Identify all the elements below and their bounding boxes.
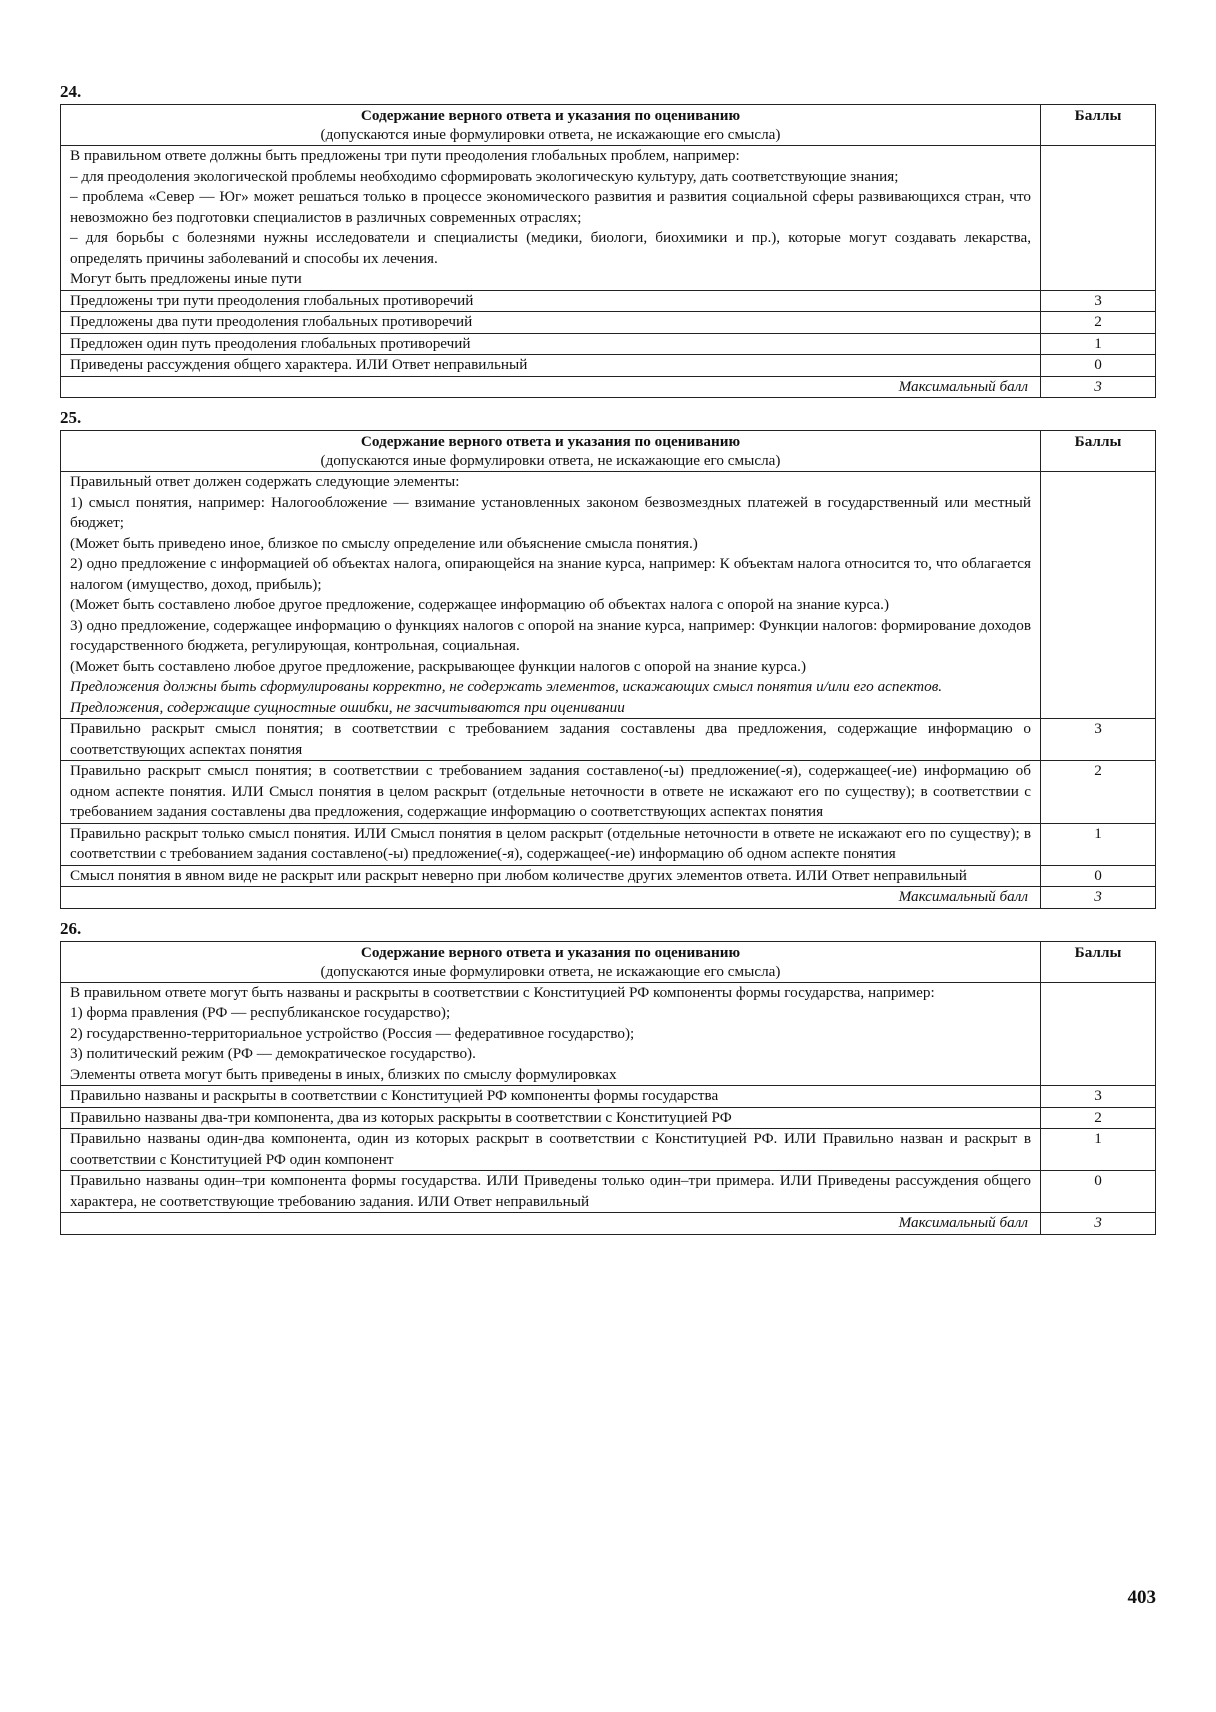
- criteria-text: Правильно раскрыт смысл понятия; в соответствии с требованием задания составлено(-ы) предложение(-я), содержащее(-ие) информацию об одном аспекте понятия. ИЛИ Смысл понятия в целом раскрыт (отдельные неточности в ответе не искажают его по существу); в соответствии с требованием задания составлены два предложения, содержащие информацию о соответствующих аспектах понятия: [61, 761, 1041, 824]
- criteria-score: 3: [1041, 719, 1156, 761]
- max-label: Максимальный балл: [61, 376, 1041, 398]
- answer-content: [61, 146, 1041, 291]
- page-number: 403: [1127, 1587, 1156, 1608]
- content-line: 1) форма правления (РФ — республиканское государство);: [70, 1004, 451, 1021]
- question-block: [60, 919, 1156, 1235]
- criteria-text: Правильно раскрыт смысл понятия; в соответствии с требованием задания составлены два предложения, содержащие информацию о соответствующих аспектах понятия: [61, 719, 1041, 761]
- answer-content: [61, 982, 1041, 1086]
- header-cell: [61, 941, 1041, 982]
- header-row: [61, 431, 1156, 472]
- criteria-score: 3: [1041, 290, 1156, 312]
- score-header: Баллы: [1041, 431, 1156, 472]
- criteria-text: Правильно названы два-три компонента, два из которых раскрыты в соответствии с Конституцией РФ: [61, 1107, 1041, 1129]
- content-line: В правильном ответе могут быть названы и раскрыты в соответствии с Конституцией РФ компоненты формы государства, например:: [70, 983, 935, 1001]
- criteria-score: 2: [1041, 312, 1156, 334]
- grading-table: [60, 104, 1156, 398]
- criteria-score: 1: [1041, 333, 1156, 355]
- header-row: [61, 941, 1156, 982]
- score-header: Баллы: [1041, 941, 1156, 982]
- criteria-text: Правильно названы один-два компонента, один из которых раскрыт в соответствии с Конституцией РФ. ИЛИ Правильно назван и раскрыт в соответствии с Конституцией РФ один компонент: [61, 1129, 1041, 1171]
- header-cell: [61, 431, 1041, 472]
- criteria-score: 0: [1041, 1171, 1156, 1213]
- criteria-text: Правильно названы и раскрыты в соответствии с Конституцией РФ компоненты формы государства: [61, 1086, 1041, 1108]
- content-line: 3) политический режим (РФ — демократическое государство).: [70, 1045, 476, 1062]
- header-title: Содержание верного ответа и указания по оцениванию: [360, 943, 741, 961]
- header-title: Содержание верного ответа и указания по оцениванию: [360, 107, 741, 124]
- criteria-text: Предложены три пути преодоления глобальных противоречий: [61, 290, 1041, 312]
- empty-score-cell: [1041, 472, 1156, 719]
- question-number: 24.: [60, 82, 82, 101]
- criteria-score: 2: [1041, 761, 1156, 824]
- question-number: 26.: [60, 918, 82, 938]
- question-block: [60, 408, 1156, 909]
- header-cell: [61, 105, 1041, 146]
- max-label: Максимальный балл: [61, 887, 1041, 909]
- criteria-row: [61, 333, 1156, 355]
- max-label: Максимальный балл: [61, 1213, 1041, 1235]
- header-subtitle: (допускаются иные формулировки ответа, не искажающие его смысла): [320, 126, 781, 143]
- criteria-row: [61, 865, 1156, 887]
- content-row: [61, 982, 1156, 1086]
- criteria-score: 0: [1041, 865, 1156, 887]
- max-score: 3: [1041, 887, 1156, 909]
- content-line: Правильный ответ должен содержать следующие элементы:: [70, 473, 460, 490]
- content-line: 1) смысл понятия, например: Налогообложение — взимание установленных законом безвозмездных платежей в государственный или местный бюджет;: [70, 493, 1031, 531]
- max-row: [61, 376, 1156, 398]
- criteria-row: [61, 761, 1156, 824]
- criteria-score: 1: [1041, 1129, 1156, 1171]
- max-row: [61, 887, 1156, 909]
- criteria-text: Предложен один путь преодоления глобальных противоречий: [61, 333, 1041, 355]
- grading-table: [60, 430, 1156, 909]
- criteria-score: 1: [1041, 823, 1156, 865]
- header-row: [61, 105, 1156, 146]
- content-line: Предложения, содержащие сущностные ошибки, не засчитываются при оценивании: [70, 698, 625, 716]
- criteria-text: Правильно раскрыт только смысл понятия. ИЛИ Смысл понятия в целом раскрыт (отдельные неточности в ответе не искажают его по существу); в соответствии с требованием задания составлено(-ы) предложение(-я), содержащее(-ие) информацию об одном аспекте понятия: [61, 823, 1041, 865]
- grading-table: [60, 941, 1156, 1235]
- content-line: Предложения должны быть сформулированы корректно, не содержать элементов, искажающих смысл понятия и/или его аспектов.: [70, 678, 943, 695]
- max-score: 3: [1041, 1213, 1156, 1235]
- header-subtitle: (допускаются иные формулировки ответа, не искажающие его смысла): [320, 452, 781, 469]
- header-title: Содержание верного ответа и указания по оцениванию: [360, 433, 741, 450]
- criteria-row: [61, 823, 1156, 865]
- answer-key-page: [60, 82, 1156, 1245]
- criteria-row: [61, 719, 1156, 761]
- criteria-text: Предложены два пути преодоления глобальных противоречий: [61, 312, 1041, 334]
- question-number: 25.: [60, 408, 82, 427]
- content-line: В правильном ответе должны быть предложены три пути преодоления глобальных проблем, например:: [70, 147, 740, 164]
- content-line: Могут быть предложены иные пути: [70, 270, 302, 287]
- criteria-row: [61, 312, 1156, 334]
- content-line: (Может быть составлено любое другое предложение, содержащее информацию об объектах налога с опорой на знание курса.): [70, 596, 890, 613]
- max-score: 3: [1041, 376, 1156, 398]
- criteria-score: 0: [1041, 355, 1156, 377]
- criteria-row: [61, 1171, 1156, 1213]
- criteria-row: [61, 1129, 1156, 1171]
- content-line: 2) государственно-территориальное устройство (Россия — федеративное государство);: [70, 1024, 635, 1042]
- content-row: [61, 472, 1156, 719]
- answer-content: [61, 472, 1041, 719]
- content-line: – проблема «Север — Юг» может решаться только в процессе экономического развития и развития социальной сферы развивающихся стран, что невозможно без подготовки специалистов в различных современных отраслях;: [70, 188, 1031, 226]
- criteria-row: [61, 355, 1156, 377]
- content-line: 3) одно предложение, содержащее информацию о функциях налогов с опорой на знание курса, например: Функции налогов: формирование доходов государственного бюджета, регулирующая, контрольная, социальная.: [70, 616, 1031, 654]
- empty-score-cell: [1041, 982, 1156, 1086]
- criteria-row: [61, 1107, 1156, 1129]
- content-line: (Может быть составлено любое другое предложение, раскрывающее функции налогов с опорой на знание курса.): [70, 657, 807, 675]
- content-line: – для борьбы с болезнями нужны исследователи и специалисты (медики, биологи, биохимики и пр.), которые могут создавать лекарства, определять причины заболеваний и способы их лечения.: [70, 229, 1031, 267]
- content-line: Элементы ответа могут быть приведены в иных, близких по смыслу формулировках: [70, 1065, 617, 1083]
- criteria-row: [61, 290, 1156, 312]
- max-row: [61, 1213, 1156, 1235]
- content-row: [61, 146, 1156, 291]
- criteria-score: 2: [1041, 1107, 1156, 1129]
- criteria-text: Правильно названы один–три компонента формы государства. ИЛИ Приведены только один–три примера. ИЛИ Приведены рассуждения общего характера, не соответствующие требованию задания. ИЛИ Ответ неправильный: [61, 1171, 1041, 1213]
- content-line: – для преодоления экологической проблемы необходимо сформировать экологическую культуру, дать соответствующие знания;: [70, 167, 899, 185]
- empty-score-cell: [1041, 146, 1156, 291]
- criteria-text: Смысл понятия в явном виде не раскрыт или раскрыт неверно при любом количестве других элементов ответа. ИЛИ Ответ неправильный: [61, 865, 1041, 887]
- question-block: [60, 82, 1156, 398]
- criteria-text: Приведены рассуждения общего характера. ИЛИ Ответ неправильный: [61, 355, 1041, 377]
- content-line: 2) одно предложение с информацией об объектах налога, опирающейся на знание курса, например: К объектам налога относится то, что облагается налогом (имущество, доход, прибыль);: [70, 555, 1031, 593]
- criteria-score: 3: [1041, 1086, 1156, 1108]
- criteria-row: [61, 1086, 1156, 1108]
- content-line: (Может быть приведено иное, близкое по смыслу определение или объяснение смысла понятия.): [70, 534, 698, 552]
- score-header: Баллы: [1041, 105, 1156, 146]
- header-subtitle: (допускаются иные формулировки ответа, не искажающие его смысла): [320, 962, 781, 980]
